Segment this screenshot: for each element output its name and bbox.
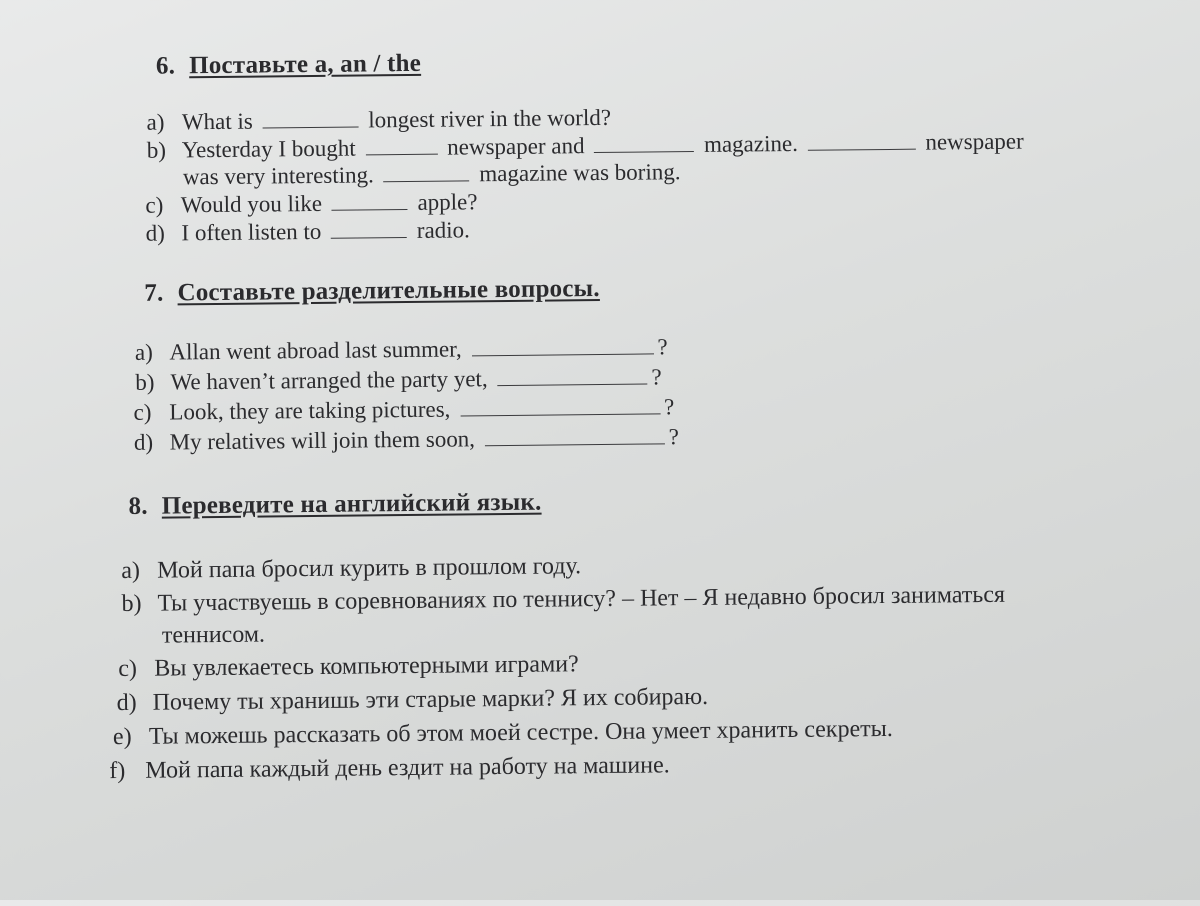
item-text: Вы увлекаетесь компьютерными играми?	[154, 651, 579, 681]
item-text: What is	[182, 109, 253, 135]
answer-blank[interactable]	[332, 191, 408, 211]
item-text: We haven’t arranged the party yet,	[170, 366, 487, 394]
answer-blank[interactable]	[497, 366, 647, 387]
item-marker: c)	[133, 399, 163, 427]
item-text: longest river in the world?	[368, 105, 611, 133]
item-marker: d)	[146, 219, 176, 247]
section-7-title	[144, 275, 600, 308]
section-6-heading: Поставьте a, an / the	[189, 50, 421, 79]
answer-blank[interactable]	[331, 219, 407, 239]
item-marker: a)	[135, 339, 165, 367]
item-marker: b)	[121, 590, 151, 618]
exercise-7-item-c	[133, 393, 674, 427]
section-6-title	[156, 50, 421, 81]
item-marker: d)	[134, 429, 164, 457]
item-text: Мой папа каждый день ездит на работу на машине.	[145, 752, 670, 783]
section-7-number: 7.	[144, 280, 163, 307]
item-text: was very interesting.	[183, 162, 374, 189]
item-text: radio.	[417, 217, 470, 243]
answer-blank[interactable]	[471, 335, 653, 356]
section-6-number: 6.	[156, 52, 175, 79]
item-text: apple?	[417, 189, 477, 215]
answer-blank[interactable]	[262, 109, 358, 129]
section-7-heading: Составьте разделительные вопросы.	[177, 275, 600, 306]
exercise-8-item-a	[121, 552, 581, 585]
item-marker: f)	[109, 757, 139, 785]
item-text: Allan went abroad last summer,	[169, 336, 462, 364]
item-marker: c)	[145, 191, 175, 219]
item-marker: a)	[146, 108, 176, 136]
exercise-6-item-b-cont	[147, 158, 681, 192]
question-mark: ?	[664, 394, 674, 419]
exercise-8-item-f	[109, 751, 670, 785]
item-marker: b)	[135, 369, 165, 397]
item-marker: a)	[121, 557, 151, 585]
exercise-7-item-b	[135, 363, 662, 397]
question-mark: ?	[657, 334, 667, 359]
item-text: I often listen to	[181, 219, 321, 245]
item-marker: c)	[118, 655, 148, 683]
answer-blank[interactable]	[365, 136, 437, 156]
item-text: Мой папа бросил курить в прошлом году.	[157, 553, 581, 583]
item-marker: b)	[147, 136, 177, 164]
exercise-7-item-a	[135, 333, 668, 367]
exercise-7-item-d	[134, 423, 679, 457]
exercise-6-item-d	[146, 216, 470, 247]
answer-blank[interactable]	[594, 133, 694, 153]
answer-blank[interactable]	[460, 395, 660, 416]
item-text: My relatives will join them soon,	[170, 426, 476, 454]
item-marker: d)	[116, 689, 146, 717]
answer-blank[interactable]	[808, 131, 916, 151]
item-marker: e)	[113, 723, 143, 751]
item-text: теннисом.	[162, 622, 265, 649]
exercise-8-item-b	[121, 581, 1005, 618]
exercise-8-item-b-cont	[126, 621, 265, 650]
item-text: Ты участвуешь в соревнованиях по теннису? – Нет – Я недавно бросил заниматься	[157, 582, 1005, 617]
item-text: Would you like	[181, 191, 323, 217]
question-mark: ?	[651, 364, 661, 389]
item-text: magazine was boring.	[479, 159, 680, 186]
item-text: magazine.	[704, 131, 798, 157]
exercise-8-item-d	[116, 683, 708, 717]
question-mark: ?	[669, 424, 679, 449]
exercise-8-item-c	[118, 650, 579, 683]
section-8-number: 8.	[128, 493, 147, 520]
item-text: Почему ты хранишь эти старые марки? Я их собираю.	[152, 684, 708, 716]
item-text: Look, they are taking pictures,	[169, 397, 450, 425]
item-text: newspaper and	[447, 133, 585, 159]
section-8-heading: Переведите на английский язык.	[162, 489, 542, 520]
exercise-8-item-e	[113, 715, 893, 751]
exercise-6-item-c	[145, 188, 477, 219]
item-text: Yesterday I bought	[182, 136, 356, 163]
item-text: Ты можешь рассказать об этом моей сестре. Она умеет хранить секреты.	[149, 716, 893, 750]
answer-blank[interactable]	[485, 425, 665, 446]
answer-blank[interactable]	[383, 162, 469, 182]
section-8-title	[128, 489, 541, 521]
item-text: newspaper	[925, 129, 1024, 155]
